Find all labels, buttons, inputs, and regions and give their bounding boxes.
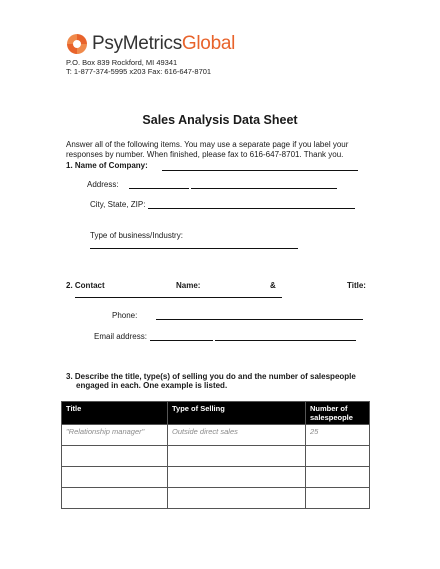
table-cell[interactable] <box>168 488 306 509</box>
address-line-1: P.O. Box 839 Rockford, MI 49341 <box>66 58 178 67</box>
q2-label: 2. Contact <box>66 281 105 290</box>
salespeople-table <box>61 401 370 509</box>
table-header-row <box>62 402 370 425</box>
q3-label-line1: 3. Describe the title, type(s) of selling you do and the number of salespeople <box>66 372 356 381</box>
contact-field[interactable] <box>75 297 282 298</box>
header-title: Title <box>62 402 168 425</box>
table-cell[interactable] <box>62 488 168 509</box>
header-number-of-salespeople: Number of salespeople <box>306 402 370 425</box>
example-count-cell: 25 <box>306 425 370 446</box>
address-line-2: T: 1-877-374-5995 x203 Fax: 616-647-8701 <box>66 67 212 76</box>
table-row <box>62 467 370 488</box>
city-state-zip-label: City, State, ZIP: <box>90 200 146 209</box>
company-logo <box>64 30 235 58</box>
table-row <box>62 446 370 467</box>
page-title: Sales Analysis Data Sheet <box>142 113 298 127</box>
city-state-zip-field[interactable] <box>148 208 355 209</box>
email-field-2[interactable] <box>215 340 356 341</box>
contact-name-label: Name: <box>176 281 201 290</box>
header-type-of-selling: Type of Selling <box>168 402 306 425</box>
company-name-field[interactable] <box>162 170 358 171</box>
business-type-field[interactable] <box>90 248 298 249</box>
example-selling-cell: Outside direct sales <box>168 425 306 446</box>
table-cell[interactable] <box>306 467 370 488</box>
table-row <box>62 488 370 509</box>
table-cell[interactable] <box>168 467 306 488</box>
business-type-label: Type of business/Industry: <box>90 231 183 240</box>
email-label: Email address: <box>94 332 147 341</box>
q1-label: 1. Name of Company: <box>66 161 148 170</box>
phone-field[interactable] <box>156 319 363 320</box>
instructions: Answer all of the following items. You may use a separate page if you label your responses by number. When finished, please fax to 616-647-8701. Thank you. <box>66 140 349 159</box>
example-title-cell: "Relationship manager" <box>62 425 168 446</box>
ampersand: & <box>270 281 276 290</box>
brand-name-part1: PsyMetrics <box>92 33 182 54</box>
psymetrics-logo-icon <box>64 31 90 57</box>
brand-name-part2: Global <box>181 33 236 54</box>
address-label: Address: <box>87 180 119 189</box>
q3-label-line2: engaged in each. One example is listed. <box>76 381 228 390</box>
address-field-2[interactable] <box>191 188 337 189</box>
address-field-1[interactable] <box>129 188 189 189</box>
phone-label: Phone: <box>112 311 138 320</box>
table-cell[interactable] <box>306 488 370 509</box>
table-cell[interactable] <box>168 446 306 467</box>
table-cell[interactable] <box>62 467 168 488</box>
email-field-1[interactable] <box>150 340 213 341</box>
table-cell[interactable] <box>62 446 168 467</box>
table-row <box>62 425 370 446</box>
contact-title-label: Title: <box>347 281 366 290</box>
table-cell[interactable] <box>306 446 370 467</box>
